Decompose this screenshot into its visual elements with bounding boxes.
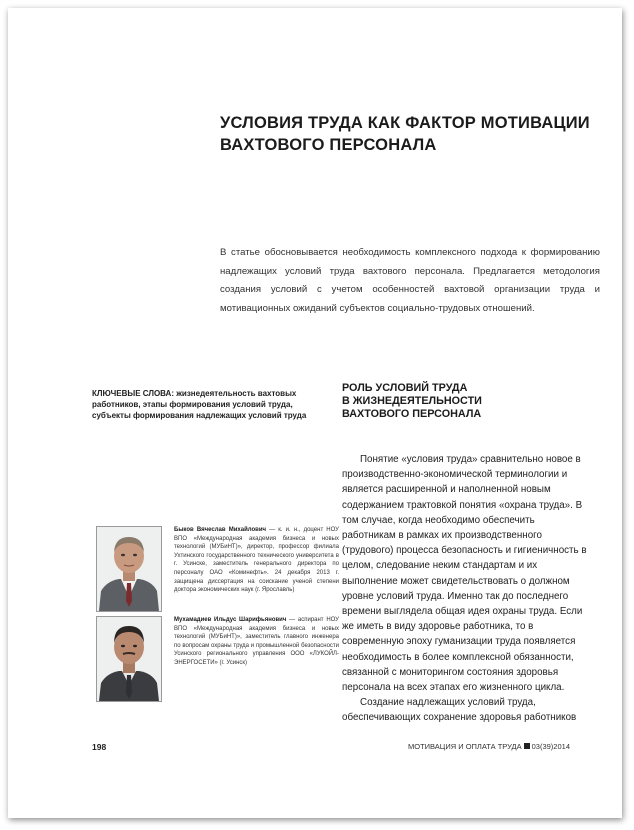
author-card (92, 616, 337, 706)
section-heading-line2: В ЖИЗНЕДЕЯТЕЛЬНОСТИ (342, 395, 482, 407)
keywords-label: КЛЮЧЕВЫЕ СЛОВА: (92, 389, 174, 398)
journal-issue: 03(39)2014 (531, 742, 570, 751)
article-abstract: В статье обосновывается необходимость комплексного подхода к формированию надлежащих условий труда вахтового персонала. Предлагается методология создания условий с учетом особенностей вахтовой организации труда и мотивационных ожиданий субъектов социально-трудовых отношений. (220, 247, 600, 314)
section-heading-line1: РОЛЬ УСЛОВИЙ ТРУДА (342, 382, 468, 394)
author-bio-text: — аспирант НОУ ВПО «Международная академия бизнеса и новых технологий (МУБиНТ)», заместитель главного инженера по вопросам охраны труда и промышленной безопасности Усинского регионального управления ООО «ЛУКОЙЛ-ЭНЕРГОСЕТИ» (г. Усинск) (174, 617, 339, 666)
author-bio-text: — к. и. н., доцент НОУ ВПО «Международная академия бизнеса и новых технологий (МУБиНТ)», директор, профессор филиала Ухтинского государственного технического университета в г. Усинске, заместитель генерального директора по персоналу ОАО «Коминефть». 24 декабря 2013 г. защищена диссертация на соискание ученой степени доктора экономических наук (г. Ярославль) (174, 527, 339, 594)
author-name: Быков Вячеслав Михайлович (174, 527, 267, 533)
author-portrait-icon (97, 617, 161, 701)
author-portrait-icon (97, 527, 161, 611)
author-bio (174, 526, 339, 595)
article-title-line2: ВАХТОВОГО ПЕРСОНАЛА (220, 136, 437, 154)
journal-page (8, 8, 622, 818)
page-number: 198 (92, 742, 107, 752)
body-paragraph: Понятие «условия труда» сравнительно новое в производственно-экономической терминологии и является расширенной и наполненной новым содержанием трактовкой понятия «охрана труда». В том случае, когда необходимо обеспечить работникам в рамках их производственного (трудового) процесса безопасность и гигиеничность в целом, следование неким стандартам и их выполнение может свидетельствовать о должном уровне условий труда. Именно так до последнего времени выглядела общая идея охраны труда. Если же иметь в виду здоровье работника, то в современную эпоху гуманизации труда появляется необходимость в более комплексной обязанности, связанной с мониторингом состояния здоровья персонала на всех этапах его жизненного цикла. (342, 454, 587, 694)
article-title-line1: УСЛОВИЯ ТРУДА КАК ФАКТОР МОТИВАЦИИ (220, 114, 590, 132)
author-photo (96, 526, 162, 612)
keywords-block (92, 388, 322, 421)
article-body (342, 452, 588, 726)
section-heading (342, 382, 542, 421)
author-name: Мухамадиев Ильдус Шарифьянович (174, 617, 287, 623)
section-heading-line3: ВАХТОВОГО ПЕРСОНАЛА (342, 408, 482, 420)
author-card (92, 526, 337, 616)
body-paragraph: Создание надлежащих условий труда, обеспечивающих сохранение здоровья работников (342, 697, 577, 724)
journal-footer (408, 742, 570, 751)
journal-name: МОТИВАЦИЯ И ОПЛАТА ТРУДА (407, 742, 522, 751)
author-photo (96, 616, 162, 702)
author-bio (174, 616, 339, 668)
keywords-text: жизнедеятельность вахтовых работников, этапы формирования условий труда, субъекты формирования надлежащих условий труда (92, 389, 307, 420)
square-bullet-icon (524, 743, 530, 749)
article-title (220, 112, 600, 156)
